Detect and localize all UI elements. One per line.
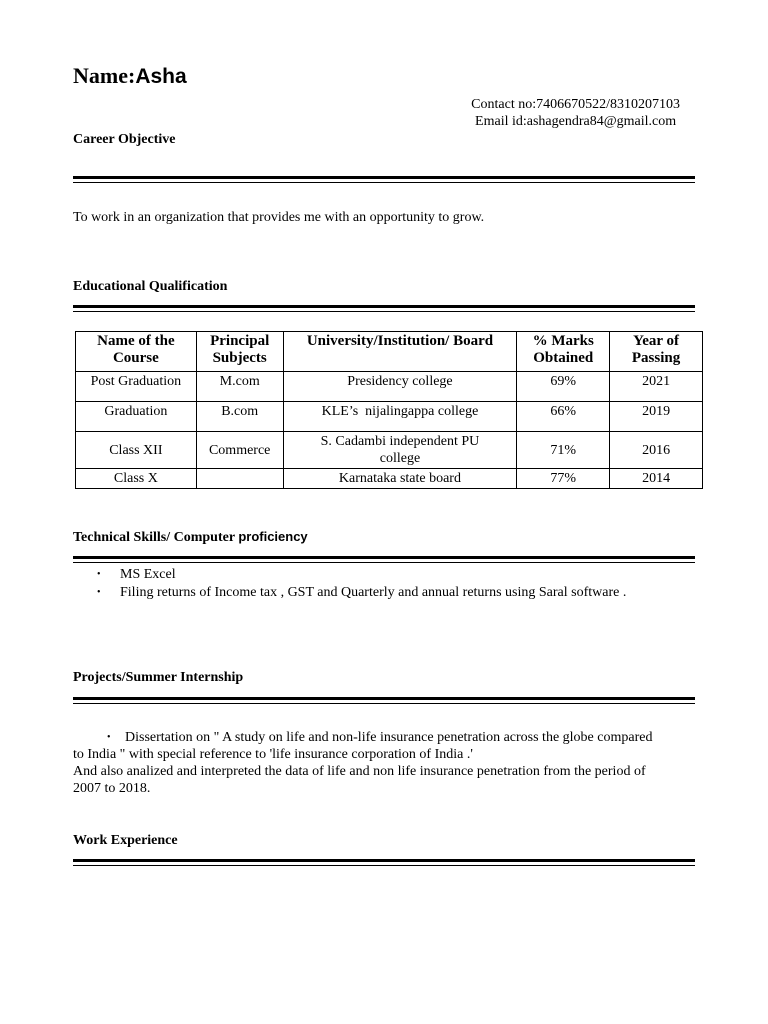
marks-cell: 77%	[517, 469, 610, 489]
candidate-name	[73, 63, 187, 90]
marks-cell: 66%	[517, 402, 610, 432]
table-row	[76, 402, 703, 432]
section-divider	[73, 556, 695, 563]
table-row	[76, 372, 703, 402]
name-label: Name:	[73, 63, 136, 88]
table-header-row	[76, 332, 703, 372]
marks-cell: 69%	[517, 372, 610, 402]
bullet-icon: •	[107, 732, 111, 743]
list-item: • MS Excel	[97, 567, 176, 582]
skills-list	[97, 566, 626, 602]
column-header-course: Name of the Course	[76, 332, 197, 372]
year-cell: 2019	[610, 402, 703, 432]
year-cell: 2021	[610, 372, 703, 402]
section-divider	[73, 859, 695, 866]
column-header-marks: % Marks Obtained	[517, 332, 610, 372]
board-cell: Karnataka state board	[283, 469, 517, 489]
year-cell: 2016	[610, 432, 703, 469]
section-divider	[73, 176, 695, 183]
bullet-icon: •	[97, 569, 101, 580]
table-row	[76, 432, 703, 469]
subjects-cell: B.com	[196, 402, 283, 432]
section-divider	[73, 697, 695, 704]
contact-number: Contact no:7406670522/8310207103	[471, 97, 680, 112]
column-header-year: Year of Passing	[610, 332, 703, 372]
course-cell: Class XII	[76, 432, 197, 469]
column-header-board: University/Institution/ Board	[283, 332, 517, 372]
education-heading: Educational Qualification	[73, 279, 228, 294]
course-cell: Class X	[76, 469, 197, 489]
board-cell: S. Cadambi independent PU college	[283, 432, 517, 469]
board-cell: Presidency college	[283, 372, 517, 402]
board-cell: KLE’s nijalingappa college	[283, 402, 517, 432]
email-address: Email id:ashagendra84@gmail.com	[475, 114, 677, 129]
course-cell: Graduation	[76, 402, 197, 432]
bullet-icon: •	[97, 587, 101, 598]
list-item: • Filing returns of Income tax , GST and Quarterly and annual returns using Saral software .	[97, 585, 627, 600]
education-table	[75, 331, 703, 489]
table-row	[76, 469, 703, 489]
project-description: • Dissertation on " A study on life and non-life insurance penetration across the globe compared to India " with special reference to 'life insurance corporation of India .' And also analized and interpreted the data of life and non life insurance penetration from the period of 2007 to 2018.	[73, 730, 653, 796]
subjects-cell: Commerce	[196, 432, 283, 469]
marks-cell: 71%	[517, 432, 610, 469]
contact-block	[471, 96, 680, 130]
section-divider	[73, 305, 695, 312]
name-value: Asha	[135, 65, 187, 88]
course-cell: Post Graduation	[76, 372, 197, 402]
subjects-cell: M.com	[196, 372, 283, 402]
career-objective-text: To work in an organization that provides me with an opportunity to grow.	[73, 210, 485, 225]
skills-heading: Technical Skills/ Computer proficiency	[73, 529, 308, 545]
projects-heading: Projects/Summer Internship	[73, 670, 244, 685]
subjects-cell	[196, 469, 283, 489]
year-cell: 2014	[610, 469, 703, 489]
career-objective-heading: Career Objective	[73, 132, 176, 147]
column-header-subjects: Principal Subjects	[196, 332, 283, 372]
work-experience-heading: Work Experience	[73, 833, 178, 848]
